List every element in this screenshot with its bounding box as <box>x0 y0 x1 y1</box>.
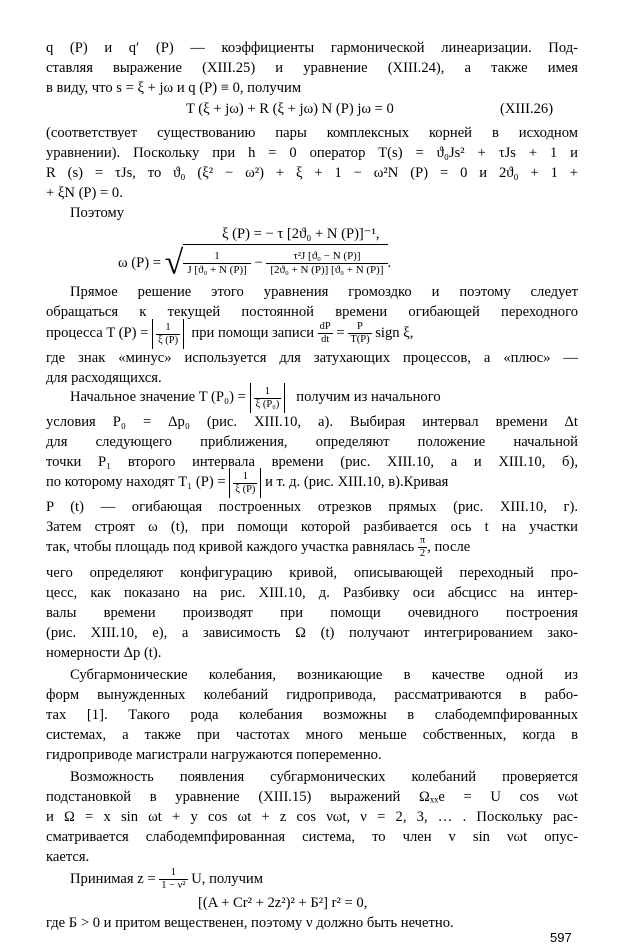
text-line: q (P) и q′ (P) — коэффициенты гармонической линеаризации. Под- <box>46 40 578 56</box>
text-line: где Б > 0 и притом вещественен, поэтому ν должно быть нечетно. <box>46 915 454 931</box>
text-line: Затем строят ω (t), при помощи которой разбивается ось t на участки <box>46 519 578 535</box>
text-line: тах [1]. Такого рода колебания возможны в слабодемпфированных <box>46 707 578 723</box>
text-line: R (s) = τJs, то ϑ₀ (ξ² − ω²) + ξ + 1 − ω²N (P) = 0 и 2ϑ₀ + 1 + <box>46 165 578 181</box>
equation-omega <box>118 244 391 281</box>
text-line: Принимая z = $\frac{1}{\text{1 − ν²}}$ U, получим <box>70 867 263 892</box>
fraction-denominator: [2ϑ₀ + N (P)] [ϑ₀ + N (P)] <box>270 264 384 277</box>
fraction-numerator: τ²J [ϑ₀ − N (P)] <box>266 250 387 264</box>
text-line: точки P₁ второго интервала времени (рис. XIII.10, а и XIII.10, б), <box>46 454 578 470</box>
equation-xi: ξ (P) = − τ [2ϑ₀ + N (P)]⁻¹, <box>222 226 380 242</box>
fraction: $\frac{dP}{dt}$ <box>319 321 331 346</box>
fraction <box>266 250 387 277</box>
equation-xiii-26: T (ξ + jω) + R (ξ + jω) N (P) jω = 0 <box>186 101 394 117</box>
text-line: (рис. XIII.10, е), а зависимость Ω (t) получают интегрированием зако- <box>46 625 578 641</box>
radicand <box>183 244 387 280</box>
text-line: + ξN (P) = 0. <box>46 185 123 201</box>
text-line: подстановкой в уравнение (XIII.15) выражений Ωₓₓe = U cos νωt <box>46 789 578 805</box>
fraction-numerator: 1 <box>183 250 250 264</box>
equation-omega-lhs: ω (P) = <box>118 255 161 271</box>
text-line: (соответствует существованию пары комплексных корней в исходном <box>46 125 578 141</box>
text-line: для следующего приближения, определяют положение начальной <box>46 434 578 450</box>
equation-final: [(A + Cr² + 2z²)² + Б²] r² = 0, <box>198 895 368 911</box>
text-line: Субгармонические колебания, возникающие в качестве одной из <box>70 667 578 683</box>
text-line: так, чтобы площадь под кривой каждого участка равнялась $\frac{\pi}{2}$ , после <box>46 535 471 560</box>
fraction <box>183 250 250 277</box>
text-line: Поэтому <box>70 205 125 221</box>
minus-sign: − <box>254 255 263 271</box>
text-line: Прямое решение этого уравнения громоздко и поэтому следует <box>70 284 578 300</box>
text-line: и Ω = x sin ωt + y cos ωt + z cos νωt, ν = 2, 3, … . Поскольку рас- <box>46 809 578 825</box>
text-line: сматривается слабодемпфированная система, то член v sin νωt опус- <box>46 829 578 845</box>
page-number: 597 <box>550 930 572 945</box>
equation-number: (XIII.26) <box>500 101 554 117</box>
period: . <box>387 255 392 271</box>
fraction: $\frac{1}{\xi (P)}$ <box>157 321 179 346</box>
text-line: условия P₀ = Δp₀ (рис. XIII.10, а). Выбирая интервал времени Δt <box>46 414 578 430</box>
absolute-value <box>229 468 261 498</box>
fraction: $\frac{P}{T(P)}$ <box>350 321 370 346</box>
text-line: P (t) — огибающая построенных отрезков прямых (рис. XIII.10, г). <box>46 499 578 515</box>
fraction: $\frac{\pi}{2}$ <box>419 535 426 560</box>
text-line: для расходящихся. <box>46 370 162 386</box>
text-line: ставляя выражение (XIII.25) и уравнение (XIII.24), а также имея <box>46 60 578 76</box>
text-line: гидроприводе магистрали нагружаются попеременно. <box>46 747 382 763</box>
sqrt-sign: √ <box>164 244 184 282</box>
fraction: $\frac{1}{\text{ξ (P₀)}}$ <box>255 385 280 410</box>
text-line: чего определяют конфигурацию кривой, описывающей переходный про- <box>46 565 578 581</box>
fraction: $\frac{1}{\text{1 − ν²}}$ <box>161 867 186 892</box>
text-line: кается. <box>46 849 90 865</box>
text-line: процесса T (P) = $\frac{1}{\xi (P)}$ при помощи записи $\frac{dP}{dt}$ = $\frac{P}{T(P)}$ sign ξ, <box>46 318 578 349</box>
text-line: уравнении). Поскольку при h = 0 оператор T(s) = ϑ₀Js² + τJs + 1 и <box>46 145 578 161</box>
text-line: Возможность появления субгармонических колебаний проверяется <box>70 769 578 785</box>
fraction-denominator: J [ϑ₀ + N (P)] <box>187 264 247 277</box>
text-line: обращаться к текущей постоянной времени огибающей переходного <box>46 304 578 320</box>
absolute-value <box>152 319 184 349</box>
text-line: системах, а также при частотах много меньше собственных, когда в <box>46 727 578 743</box>
text-line: в виду, что s = ξ + jω и q (P) ≡ 0, получим <box>46 80 302 96</box>
text-line: по которому находят T₁ (P) = $\frac{1}{\xi (P)}$ и т. д. (рис. XIII.10, в).Кривая <box>46 467 578 498</box>
text-line: Начальное значение T (P₀) = $\frac{1}{\text{ξ (P₀)}}$ получим из начального <box>70 382 578 413</box>
absolute-value <box>250 383 286 413</box>
text-line: форм вынужденных колебаний гидропривода, рассматриваются в рабо- <box>46 687 578 703</box>
text-line: где знак «минус» используется для затухающих процессов, а «плюс» — <box>46 350 578 366</box>
text-line: номерности Δp (t). <box>46 645 162 661</box>
text-line: цесс, как показано на рис. XIII.10, д. Разбивку оси абсцисс на интер- <box>46 585 578 601</box>
fraction: $\frac{1}{\xi (P)}$ <box>235 470 256 495</box>
text-line: валы времени производят при помощи очевидного построения <box>46 605 578 621</box>
